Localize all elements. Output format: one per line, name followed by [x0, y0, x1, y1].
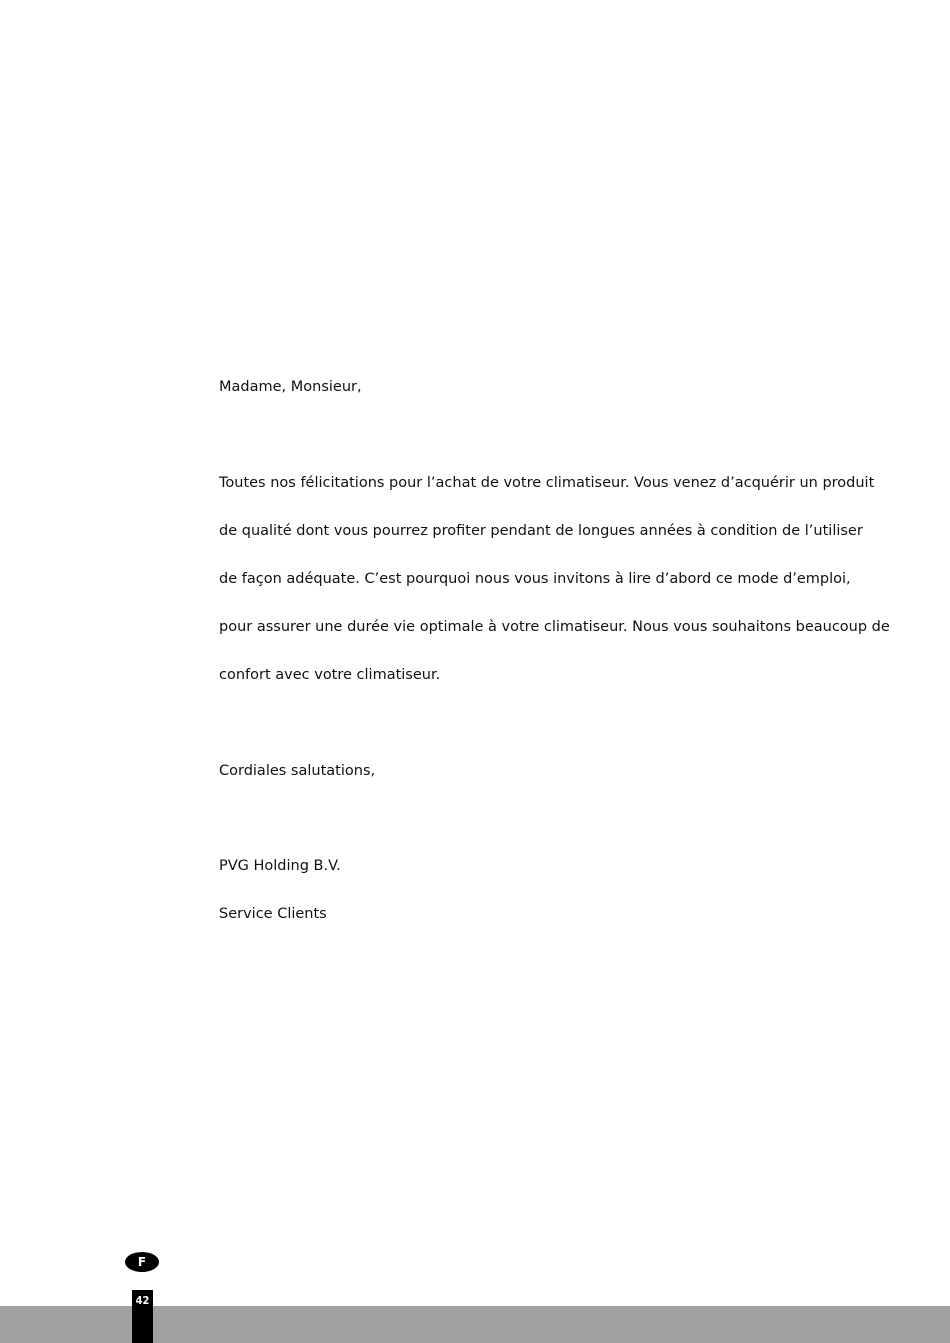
letter-salutation: Madame, Monsieur,	[219, 379, 362, 395]
letter-body-line: de qualité dont vous pourrez profiter pendant de longues années à condition de l’utiliser	[219, 523, 863, 539]
page-number: 42	[135, 1294, 150, 1307]
letter-body-line: pour assurer une durée vie optimale à votre climatiseur. Nous vous souhaitons beaucoup de	[219, 619, 890, 635]
letter-company-name: PVG Holding B.V.	[219, 858, 341, 874]
language-badge: F	[125, 1252, 159, 1272]
letter-department: Service Clients	[219, 906, 327, 922]
page-number-tab	[132, 1290, 153, 1343]
letter-closing: Cordiales salutations,	[219, 763, 376, 779]
letter-body-line: confort avec votre climatiseur.	[219, 667, 441, 683]
letter-body-line: de façon adéquate. C’est pourquoi nous vous invitons à lire d’abord ce mode d’emploi,	[219, 571, 851, 587]
letter-body-line: Toutes nos félicitations pour l’achat de votre climatiseur. Vous venez d’acquérir un produit	[219, 475, 875, 491]
